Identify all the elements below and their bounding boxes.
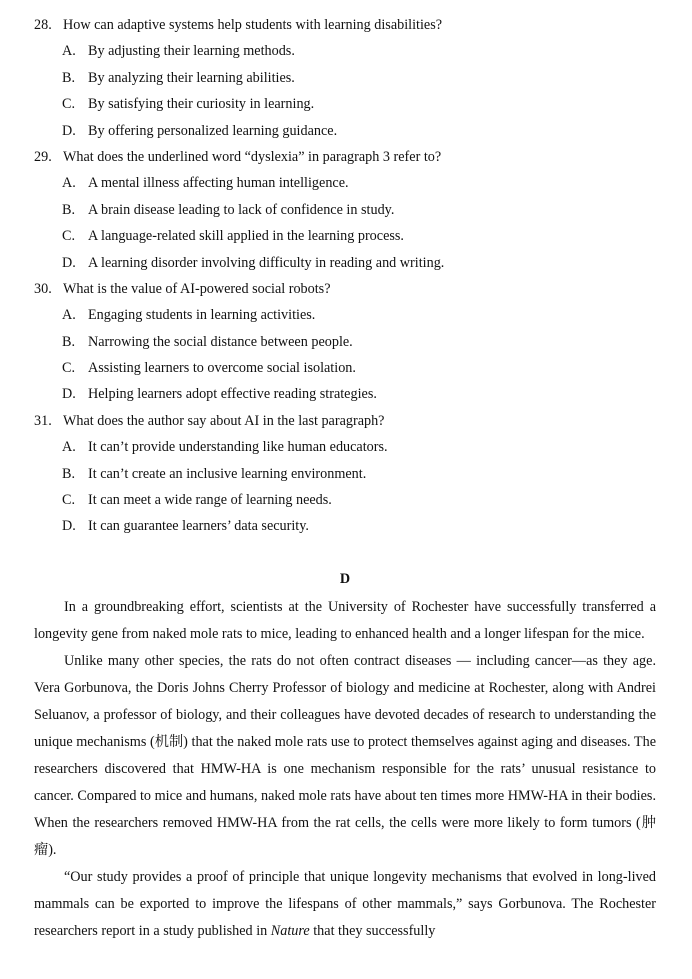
question-stem — [34, 408, 656, 434]
option-letter: D. — [62, 518, 76, 535]
reading-passage — [34, 594, 656, 945]
question-text: How can adaptive systems help students with learning disabilities? — [63, 17, 443, 33]
journal-name: Nature — [270, 922, 310, 939]
option-text: A mental illness affecting human intelligence. — [88, 175, 349, 192]
option-b — [34, 65, 656, 91]
option-a — [34, 434, 656, 460]
section-title: D — [339, 570, 351, 587]
option-letter: C. — [62, 96, 76, 113]
option-text: By satisfying their curiosity in learning. — [88, 96, 315, 113]
option-d — [34, 381, 656, 407]
option-d — [34, 513, 656, 539]
option-letter: B. — [62, 465, 76, 482]
option-b — [34, 329, 656, 355]
option-text: It can guarantee learners’ data security. — [88, 518, 309, 535]
paragraph-3-text: “Our study provides a proof of principle that unique longevity mechanisms that evolved in long-lived mammals can be exported to improve the lifespans of other mammals,” says Gorbunova. The Rochester researchers report in a study published in Nature that they successfully — [34, 868, 656, 939]
question-number: 31. — [34, 412, 52, 429]
option-d — [34, 118, 656, 144]
option-text: It can meet a wide range of learning needs. — [88, 492, 332, 509]
option-text: By analyzing their learning abilities. — [88, 69, 295, 86]
option-text: A language-related skill applied in the learning process. — [88, 228, 404, 245]
option-b — [34, 461, 656, 487]
option-letter: A. — [62, 307, 76, 324]
question-stem — [34, 144, 656, 170]
option-text: Helping learners adopt effective reading strategies. — [88, 386, 377, 403]
option-b — [34, 197, 656, 223]
option-text: A learning disorder involving difficulty in reading and writing. — [88, 254, 445, 271]
passage-paragraph-2: Unlike many other species, the rats do not often contract diseases — including cancer—as they age. Vera Gorbunova, the Doris Johns Cherry Professor of biology and medicine at Rochester, along with Andrei Seluanov, a professor of biology, and their colleagues have devoted decades of research to understanding the unique mechanisms (机制) that the naked mole rats use to protect themselves against aging and diseases. The researchers discovered that HMW-HA is one mechanism responsible for the rats’ unusual resistance to cancer. Compared to mice and humans, naked mole rats have about ten times more HMW-HA in their bodies. When the researchers removed HMW-HA from the rat cells, the cells were more likely to form tumors (肿瘤). — [34, 652, 656, 858]
option-letter: A. — [62, 439, 76, 456]
question-number: 30. — [34, 280, 52, 297]
question-number: 28. — [34, 17, 52, 33]
option-a — [34, 302, 656, 328]
option-text: A brain disease leading to lack of confidence in study. — [88, 201, 395, 218]
option-letter: B. — [62, 201, 76, 218]
question-31 — [34, 408, 656, 540]
question-text: What does the underlined word “dyslexia” in paragraph 3 refer to? — [63, 148, 442, 165]
option-letter: D. — [62, 122, 76, 139]
option-a — [34, 38, 656, 64]
option-letter: A. — [62, 175, 76, 192]
option-letter: D. — [62, 386, 76, 403]
option-letter: C. — [62, 492, 76, 509]
passage-paragraph-3 — [34, 864, 656, 945]
question-29 — [34, 144, 656, 276]
option-letter: D. — [62, 254, 76, 271]
question-number: 29. — [34, 148, 52, 165]
question-stem — [34, 12, 656, 38]
question-30 — [34, 276, 656, 408]
option-d — [34, 250, 656, 276]
option-c — [34, 91, 656, 117]
question-text: What does the author say about AI in the last paragraph? — [63, 412, 385, 429]
option-c — [34, 487, 656, 513]
option-text: Engaging students in learning activities. — [88, 307, 316, 324]
option-text: It can’t create an inclusive learning environment. — [88, 465, 367, 482]
question-text: What is the value of AI-powered social robots? — [63, 280, 331, 297]
option-letter: C. — [62, 228, 76, 245]
option-text: It can’t provide understanding like human educators. — [88, 439, 388, 456]
option-letter: B. — [62, 333, 76, 350]
option-letter: A. — [62, 43, 76, 60]
option-text: Narrowing the social distance between people. — [88, 333, 353, 350]
question-28 — [34, 12, 656, 144]
option-c — [34, 355, 656, 381]
option-letter: B. — [62, 69, 76, 86]
passage-paragraph-1: In a groundbreaking effort, scientists at the University of Rochester have successfully transferred a longevity gene from naked mole rats to mice, leading to enhanced health and a longer lifespan for the mice. — [34, 598, 656, 642]
option-text: By offering personalized learning guidance. — [88, 122, 338, 139]
option-letter: C. — [62, 360, 76, 377]
option-c — [34, 223, 656, 249]
question-stem — [34, 276, 656, 302]
option-text: By adjusting their learning methods. — [88, 43, 295, 60]
option-text: Assisting learners to overcome social isolation. — [88, 360, 356, 377]
option-a — [34, 170, 656, 196]
